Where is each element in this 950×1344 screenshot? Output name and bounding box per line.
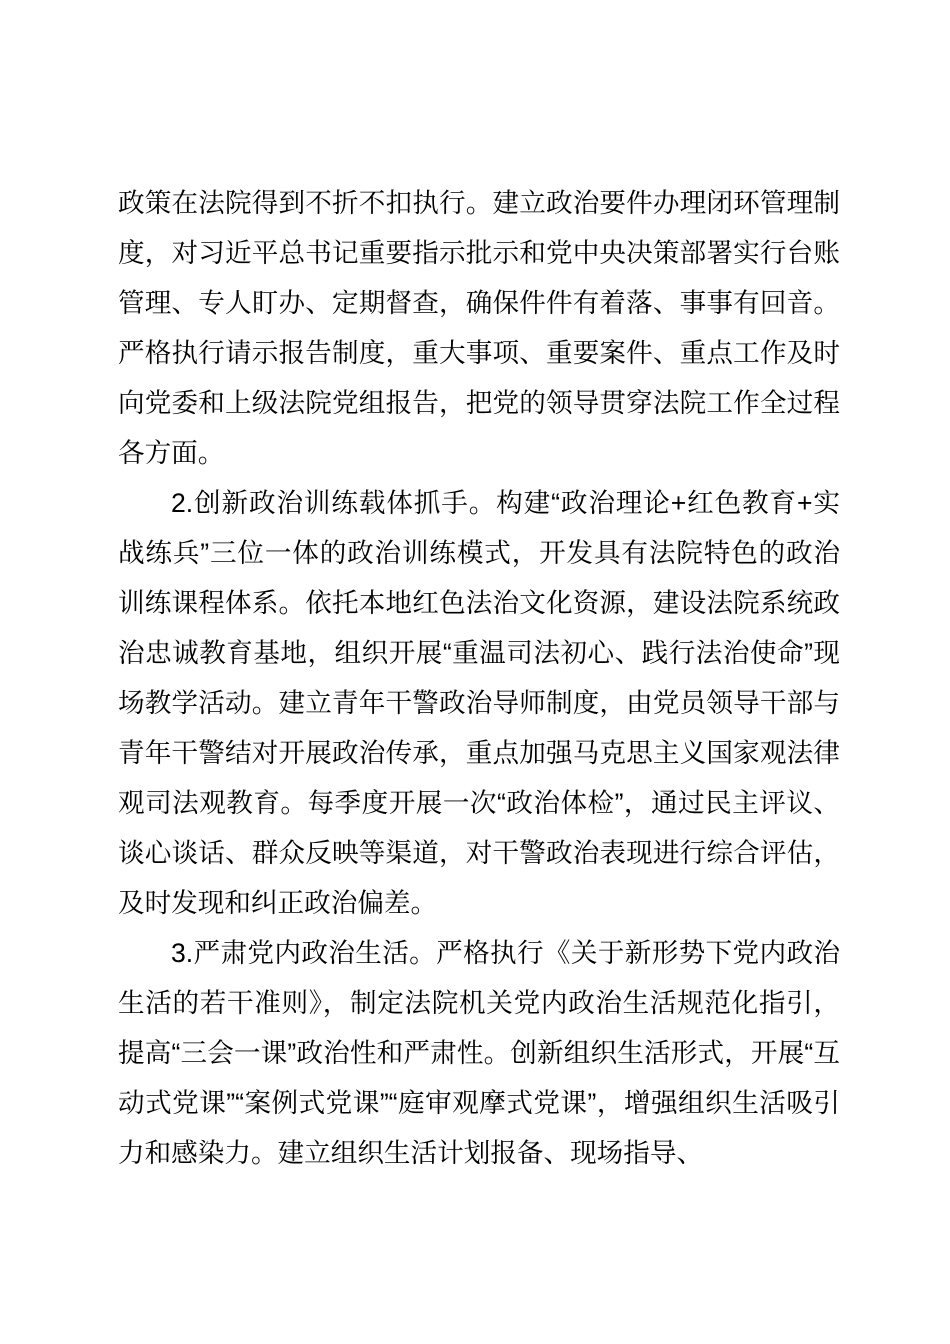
body-paragraph-continuation: 政策在法院得到不折不扣执行。建立政治要件办理闭环管理制度，对习近平总书记重要指示批示和党中央决策部署实行台账管理、专人盯办、定期督查，确保件件有着落、事事有回音。严格执行请示报告制度，重大事项、重要案件、重点工作及时向党委和上级法院党组报告，把党的领导贯穿法院工作全过程各方面。 — [118, 188, 840, 468]
document-body-text-column — [118, 178, 840, 1178]
body-paragraph-item-2: 2.创新政治训练载体抓手。构建“政治理论+红色教育+实战练兵”三位一体的政治训练模式，开发具有法院特色的政治训练课程体系。依托本地红色法治文化资源，建设法院系统政治忠诚教育基地，组织开展“重温司法初心、践行法治使命”现场教学活动。建立青年干警政治导师制度，由党员领导干部与青年干警结对开展政治传承，重点加强马克思主义国家观法律观司法观教育。每季度开展一次“政治体检”，通过民主评议、谈心谈话、群众反映等渠道，对干警政治表现进行综合评估，及时发现和纠正政治偏差。 — [118, 488, 840, 918]
body-paragraph-item-3: 3.严肃党内政治生活。严格执行《关于新形势下党内政治生活的若干准则》，制定法院机关党内政治生活规范化指引，提高“三会一课”政治性和严肃性。创新组织生活形式，开展“互动式党课”“案例式党课”“庭审观摩式党课”，增强组织生活吸引力和感染力。建立组织生活计划报备、现场指导、 — [118, 938, 840, 1168]
